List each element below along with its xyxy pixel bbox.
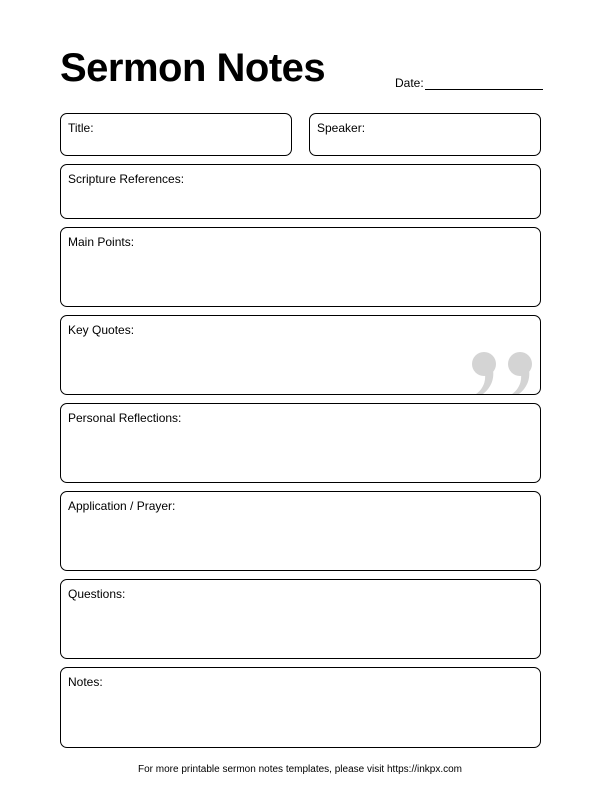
speaker-box[interactable] bbox=[309, 113, 541, 156]
date-label: Date: bbox=[395, 76, 424, 90]
questions-box[interactable] bbox=[60, 579, 541, 659]
personal-reflections-label: Personal Reflections: bbox=[68, 411, 182, 425]
page-title: Sermon Notes bbox=[60, 46, 326, 90]
title-box[interactable] bbox=[60, 113, 292, 156]
scripture-references-box[interactable] bbox=[60, 164, 541, 219]
key-quotes-box[interactable] bbox=[60, 315, 541, 395]
date-field bbox=[395, 76, 543, 90]
application-prayer-box[interactable] bbox=[60, 491, 541, 571]
speaker-label: Speaker: bbox=[317, 121, 366, 135]
main-points-label: Main Points: bbox=[68, 235, 135, 249]
closing-quote-icon bbox=[470, 350, 541, 395]
date-line[interactable] bbox=[425, 76, 543, 90]
scripture-references-label: Scripture References: bbox=[68, 172, 185, 186]
application-prayer-label: Application / Prayer: bbox=[68, 499, 176, 513]
title-label: Title: bbox=[68, 121, 94, 135]
personal-reflections-box[interactable] bbox=[60, 403, 541, 483]
questions-label: Questions: bbox=[68, 587, 126, 601]
main-points-box[interactable] bbox=[60, 227, 541, 307]
footer-text: For more printable sermon notes templates, please visit https://inkpx.com bbox=[137, 764, 463, 775]
notes-label: Notes: bbox=[68, 675, 103, 689]
key-quotes-label: Key Quotes: bbox=[68, 323, 135, 337]
notes-box[interactable] bbox=[60, 667, 541, 748]
